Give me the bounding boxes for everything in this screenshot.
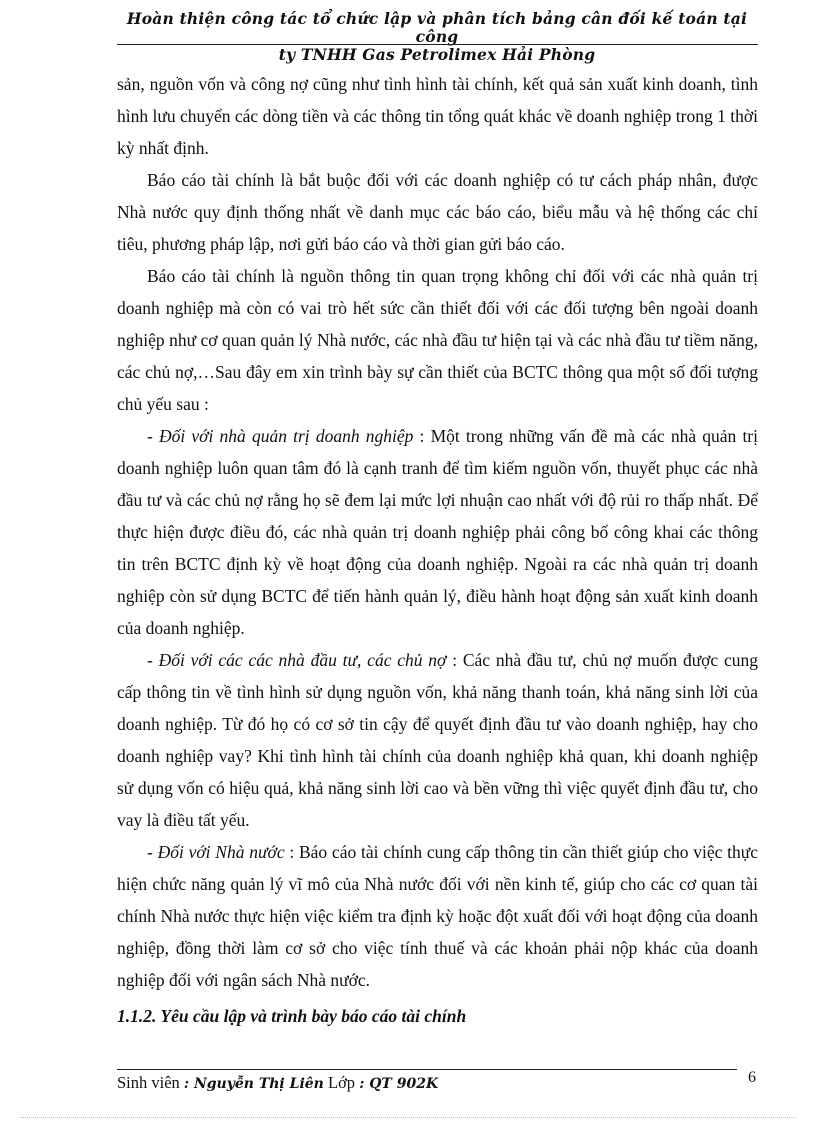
page-footer xyxy=(117,1073,777,1093)
page-number: 6 xyxy=(748,1069,756,1086)
managers-text: : Một trong những vấn đề mà các nhà quản trị doanh nghiệp luôn quan tâm đó là cạnh tranh để tìm kiếm nguồn vốn, thuyết phục các nhà đầu tư và các chủ nợ rằng họ sẽ đem lại mức lợi nhuận cao nhất với độ rủi ro thấp nhất. Để thực hiện được điều đó, các nhà quản trị doanh nghiệp phải công bố công khai các thông tin trên BCTC định kỳ về hoạt động của doanh nghiệp. Ngoài ra các nhà quản trị doanh nghiệp còn sử dụng BCTC để tiến hành quản lý, điều hành hoạt động sản xuất kinh doanh của doanh nghiệp. xyxy=(117,426,758,638)
header-title-line1: Hoàn thiện công tác tổ chức lập và phân tích bảng cân đối kế toán tại công xyxy=(126,9,748,46)
paragraph-2: Báo cáo tài chính là bắt buộc đối với các doanh nghiệp có tư cách pháp nhân, được Nhà nước quy định thống nhất về danh mục các báo cáo, biểu mẫu và hệ thống các chỉ tiêu, phương pháp lập, nơi gửi báo cáo và thời gian gửi báo cáo. xyxy=(117,170,758,254)
paragraph-state xyxy=(117,836,758,996)
state-lead: - Đối với Nhà nước xyxy=(147,842,285,862)
paragraph-investors xyxy=(117,644,758,836)
class-label: Lớp xyxy=(328,1073,356,1092)
header-title-line2: ty TNHH Gas Petrolimex Hải Phòng xyxy=(278,45,596,64)
document-body xyxy=(117,68,758,1032)
paragraph-1: sản, nguồn vốn và công nợ cũng như tình hình tài chính, kết quả sản xuất kinh doanh, tình hình lưu chuyển các dòng tiền và các thông tin tổng quát khác về doanh nghiệp trong 1 thời kỳ nhất định. xyxy=(117,74,758,158)
paragraph-3: Báo cáo tài chính là nguồn thông tin quan trọng không chỉ đối với các nhà quản trị doanh nghiệp mà còn có vai trò hết sức cần thiết đối với các đối tượng bên ngoài doanh nghiệp như cơ quan quản lý Nhà nước, các nhà đầu tư hiện tại và các nhà đầu tư tiềm năng, các chủ nợ,…Sau đây em xin trình bày sự cần thiết của BCTC thông qua một số đối tượng chủ yếu sau : xyxy=(117,266,758,414)
page-header xyxy=(117,10,757,64)
managers-lead: - Đối với nhà quản trị doanh nghiệp xyxy=(147,426,414,446)
page-bottom-edge xyxy=(20,1117,796,1118)
section-heading: 1.1.2. Yêu cầu lập và trình bày báo cáo tài chính xyxy=(117,1006,467,1026)
student-name: : Nguyễn Thị Liên xyxy=(183,1076,324,1092)
footer-divider xyxy=(117,1069,737,1070)
header-divider xyxy=(117,44,758,45)
state-text: : Báo cáo tài chính cung cấp thông tin cần thiết giúp cho việc thực hiện chức năng quản lý vĩ mô của Nhà nước đối với nền kinh tế, giúp cho các cơ quan tài chính Nhà nước thực hiện việc kiểm tra định kỳ hoặc đột xuất đối với hoạt động của doanh nghiệp, đồng thời làm cơ sở cho việc tính thuế và các khoản phải nộp khác của doanh nghiệp đối với ngân sách Nhà nước. xyxy=(117,842,758,990)
paragraph-managers xyxy=(117,420,758,644)
class-value: : QT 902K xyxy=(359,1076,439,1092)
student-label: Sinh viên xyxy=(117,1073,180,1092)
investors-text: : Các nhà đầu tư, chủ nợ muốn được cung cấp thông tin về tình hình sử dụng nguồn vốn, khả năng thanh toán, khả năng sinh lời của doanh nghiệp. Từ đó họ có cơ sở tin cậy để quyết định đầu tư vào doanh nghiệp, hay cho doanh nghiệp vay? Khi tình hình tài chính của doanh nghiệp khả quan, khi doanh nghiệp sử dụng vốn có hiệu quả, khả năng sinh lời cao và bền vững thì việc quyết định đầu tư, cho vay là điều tất yếu. xyxy=(117,650,758,830)
investors-lead: - Đối với các các nhà đầu tư, các chủ nợ xyxy=(147,650,447,670)
